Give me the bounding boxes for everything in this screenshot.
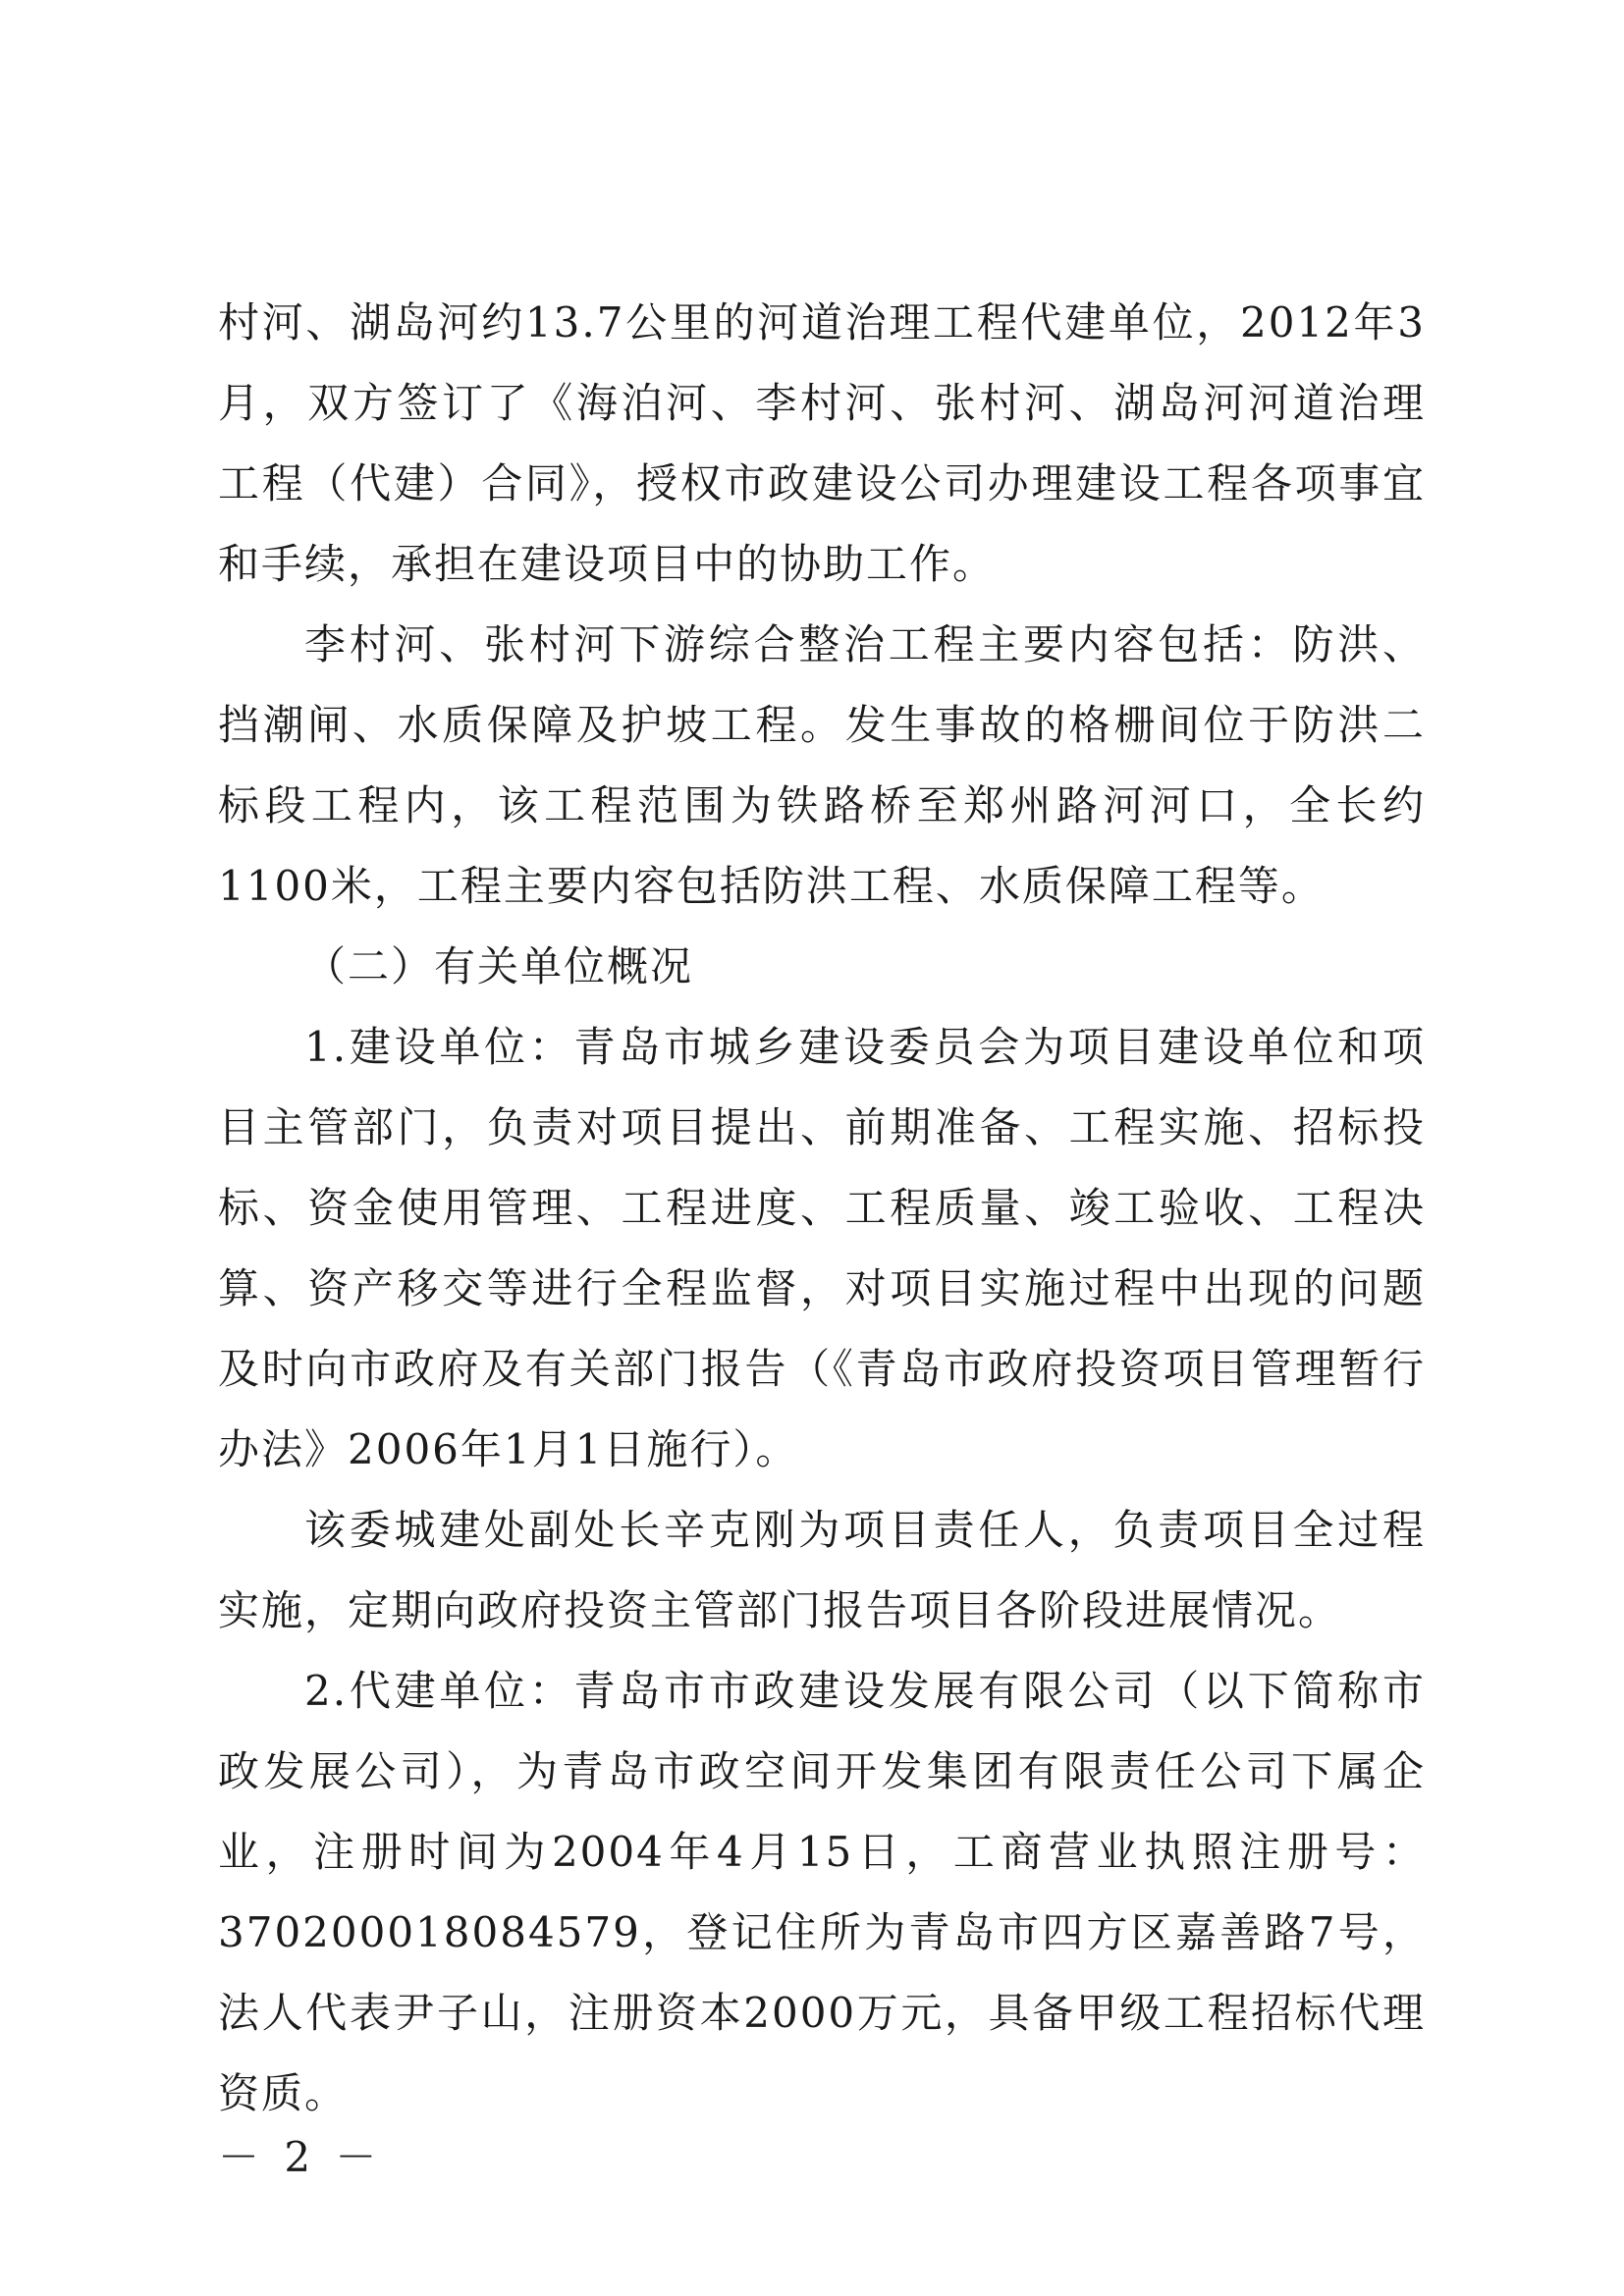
section-heading-units-overview: （二）有关单位概况 [304,942,694,990]
document-body [218,283,1426,2134]
paragraph-contract-continuation: 村河、湖岛河约13.7公里的河道治理工程代建单位，2012年3月，双方签订了《海泊河、李村河、张村河、湖岛河河道治理工程（代建）合同》，授权市政建设公司办理建设工程各项事宜和手续，承担在建设项目中的协助工作。 [218,298,1426,588]
paragraph-project-content: 李村河、张村河下游综合整治工程主要内容包括：防洪、挡潮闸、水质保障及护坡工程。发生事故的格栅间位于防洪二标段工程内，该工程范围为铁路桥至郑州路河河口，全长约1100米，工程主要内容包括防洪工程、水质保障工程等。 [218,620,1426,910]
paragraph-construction-unit: 1.建设单位：青岛市城乡建设委员会为项目建设单位和项目主管部门，负责对项目提出、前期准备、工程实施、招标投标、资金使用管理、工程进度、工程质量、竣工验收、工程决算、资产移交等进行全程监督，对项目实施过程中出现的问题及时向市政府及有关部门报告（《青岛市政府投资项目管理暂行办法》2006年1月1日施行）。 [218,1023,1426,1473]
paragraph-agent-construction-unit: 2.代建单位：青岛市市政建设发展有限公司（以下简称市政发展公司），为青岛市政空间开发集团有限责任公司下属企业，注册时间为2004年4月15日，工商营业执照注册号：370200018084579，登记住所为青岛市四方区嘉善路7号，法人代表尹子山，注册资本2000万元，具备甲级工程招标代理资质。 [218,1667,1426,2117]
paragraph-project-responsible-person: 该委城建处副处长辛克刚为项目责任人，负责项目全过程实施，定期向政府投资主管部门报告项目各阶段进展情况。 [218,1506,1426,1634]
page-number: － 2 － [218,2133,383,2181]
